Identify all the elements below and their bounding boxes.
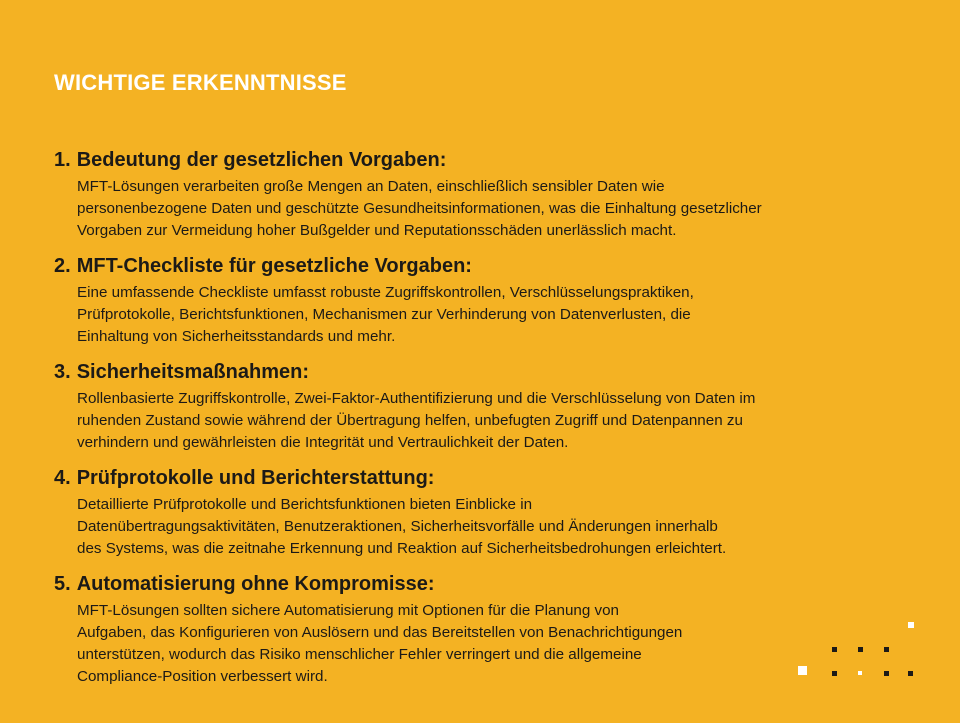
body-line: personenbezogene Daten und geschützte Gesundheitsinformationen, was die Einhaltung gesetzlicher [77, 200, 762, 217]
key-point-number: 4. [54, 467, 71, 489]
key-point-body [77, 176, 904, 242]
body-line: des Systems, was die zeitnahe Erkennung und Reaktion auf Sicherheitsbedrohungen erleichtert. [77, 540, 727, 557]
dark-square-dot [908, 671, 913, 676]
key-points-list [54, 146, 904, 698]
key-point-title [54, 570, 904, 598]
body-line: MFT-Lösungen sollten sichere Automatisierung mit Optionen für die Planung von [77, 602, 619, 619]
key-point-title-text: Sicherheitsmaßnahmen: [76, 361, 309, 383]
key-point [54, 358, 904, 454]
key-point-title [54, 358, 904, 386]
body-line: Vorgaben zur Vermeidung hoher Bußgelder und Reputationsschäden unerlässlich macht. [77, 222, 677, 239]
body-line: Detaillierte Prüfprotokolle und Berichtsfunktionen bieten Einblicke in [77, 496, 533, 513]
key-point [54, 146, 904, 242]
body-line: Compliance-Position verbessert wird. [77, 668, 328, 685]
body-line: Datenübertragungsaktivitäten, Benutzeraktionen, Sicherheitsvorfälle und Änderungen innerhalb [77, 518, 718, 535]
body-line: unterstützen, wodurch das Risiko menschlicher Fehler verringert und die allgemeine [77, 646, 642, 663]
body-line: Aufgaben, das Konfigurieren von Auslösern und das Bereitstellen von Benachrichtigungen [77, 624, 683, 641]
key-point-body [77, 494, 904, 560]
white-square-dot [908, 622, 914, 628]
body-line: MFT-Lösungen verarbeiten große Mengen an Daten, einschließlich sensibler Daten wie [77, 178, 665, 195]
key-point-number: 5. [54, 573, 71, 595]
body-line: verhindern und gewährleisten die Integrität und Vertraulichkeit der Daten. [77, 434, 569, 451]
body-line: Eine umfassende Checkliste umfasst robuste Zugriffskontrollen, Verschlüsselungspraktiken, [77, 284, 694, 301]
page-heading: WICHTIGE ERKENNTNISSE [54, 70, 347, 95]
key-point [54, 464, 904, 560]
key-point-title [54, 146, 904, 174]
key-point [54, 252, 904, 348]
key-point-number: 3. [54, 361, 71, 383]
key-point-title [54, 464, 904, 492]
key-point-title-text: Bedeutung der gesetzlichen Vorgaben: [76, 149, 447, 171]
body-line: ruhenden Zustand sowie während der Übertragung helfen, unbefugten Zugriff und Datenpannen zu [77, 412, 743, 429]
key-point-title-text: MFT-Checkliste für gesetzliche Vorgaben: [76, 255, 472, 277]
key-point [54, 570, 904, 688]
key-point-body [77, 388, 904, 454]
key-point-title-text: Prüfprotokolle und Berichterstattung: [76, 467, 435, 489]
key-point-title-text: Automatisierung ohne Kompromisse: [76, 573, 435, 595]
body-line: Einhaltung von Sicherheitsstandards und mehr. [77, 328, 396, 345]
key-point-body [77, 282, 904, 348]
key-point-body [77, 600, 904, 688]
key-point-number: 2. [54, 255, 71, 277]
key-point-number: 1. [54, 149, 71, 171]
body-line: Rollenbasierte Zugriffskontrolle, Zwei-Faktor-Authentifizierung und die Verschlüsselung von Daten im [77, 390, 756, 407]
key-point-title [54, 252, 904, 280]
body-line: Prüfprotokolle, Berichtsfunktionen, Mechanismen zur Verhinderung von Datenverlusten, die [77, 306, 691, 323]
